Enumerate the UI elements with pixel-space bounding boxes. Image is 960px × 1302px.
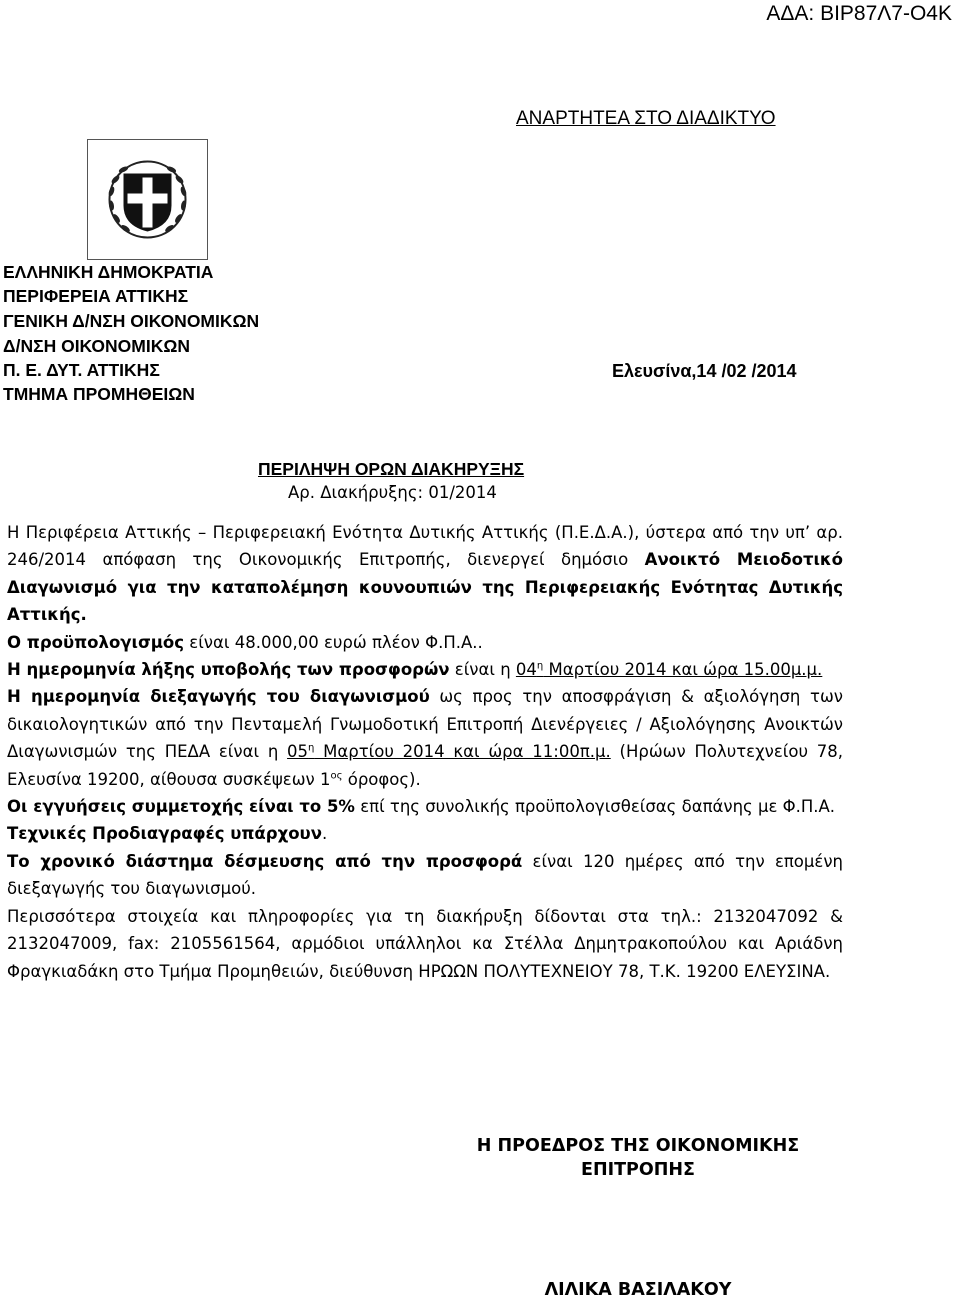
signature-committee: ΕΠΙΤΡΟΠΗΣ bbox=[581, 1160, 695, 1180]
intro-paragraph: Η Περιφέρεια Αττικής – Περιφερειακή Ενότητα Δυτικής Αττικής (Π.Ε.Δ.Α.), ύστερα από την υπ’ αρ. 246/2014 απόφαση της Οικονομικής Επιτροπής, διενεργεί δημόσιο Ανοικτό Μειοδοτικό Διαγωνισμό για την καταπολέμηση κουνουπιών της Περιφερειακής Ενότητας Δυτικής Αττικής. bbox=[7, 523, 843, 625]
document-title: ΠΕΡΙΛΗΨΗ ΟΡΩΝ ΔΙΑΚΗΡΥΞΗΣ bbox=[258, 459, 525, 479]
guarantee-paragraph: Οι εγγυήσεις συμμετοχής είναι το 5% επί της συνολικής προϋπολογισθείσας δαπάνης με Φ.Π.Α. bbox=[7, 797, 836, 817]
budget-paragraph: Ο προϋπολογισμός είναι 48.000,00 ευρώ πλέον Φ.Π.Α.. bbox=[7, 632, 483, 652]
declaration-number: Αρ. Διακήρυξης: 01/2014 bbox=[288, 483, 497, 502]
header-line: Π. Ε. ΔΥΤ. ΑΤΤΙΚΗΣ bbox=[3, 360, 160, 380]
info-paragraph: Περισσότερα στοιχεία και πληροφορίες για τη διακήρυξη δίδονται στα τηλ.: 2132047092 & 2132047009, fax: 2105561564, αρμόδιοι υπάλληλοι κα Στέλλα Δημητρακοπούλου και Αριάδνη Φραγκιαδάκη στο Τμήμα Προμηθειών, διεύθυνση ΗΡΩΩΝ ΠΟΛΥΤΕΧΝΕΙΟΥ 78, Τ.Κ. 19200 ΕΛΕΥΣΙΝΑ. bbox=[7, 906, 843, 981]
deadline-paragraph: Η ημερομηνία λήξης υποβολής των προσφορών είναι η $04^\eta$ Μαρτίου 2014 και ώρα 15.00μ.μ. bbox=[7, 660, 823, 680]
header-line: Δ/ΝΣΗ ΟΙΚΟΝΟΜΙΚΩΝ bbox=[3, 336, 190, 356]
greek-emblem-icon bbox=[87, 139, 208, 260]
ada-code: ΑΔΑ: ΒΙΡ87Λ7-Ο4Κ bbox=[766, 2, 952, 25]
header-line: ΤΜΗΜΑ ΠΡΟΜΗΘΕΙΩΝ bbox=[3, 384, 195, 404]
signature-name: ΛΙΛΙΚΑ ΒΑΣΙΛΑΚΟΥ bbox=[544, 1280, 732, 1300]
date-line: Ελευσίνα,14 /02 /2014 bbox=[612, 361, 797, 381]
document-body bbox=[7, 519, 843, 985]
header-line: ΓΕΝΙΚΗ Δ/ΝΣΗ ΟΙΚΟΝΟΜΙΚΩΝ bbox=[3, 311, 260, 331]
header-line: ΕΛΛΗΝΙΚΗ ΔΗΜΟΚΡΑΤΙΑ bbox=[3, 262, 214, 282]
header-line: ΠΕΡΙΦΕΡΕΙΑ ΑΤΤΙΚΗΣ bbox=[3, 286, 189, 306]
specs-paragraph: Τεχνικές Προδιαγραφές υπάρχουν. bbox=[7, 824, 328, 844]
conduct-paragraph: Η ημερομηνία διεξαγωγής του διαγωνισμού ως προς την αποσφράγιση & αξιολόγηση των δικαιολογητικών από την Πενταμελή Γνωμοδοτική Επιτροπή Διενέργειες / Αξιολόγησης Ανοικτών Διαγωνισμών της ΠΕΔΑ είναι η $05^\eta$ Μαρτίου 2014 και ώρα 11:00π.μ. (Ηρώων Πολυτεχνείου 78, Ελευσίνα 19200, αίθουσα συσκέψεων $1^{o\varsigma}$ όροφος). bbox=[7, 687, 843, 789]
signature-title: Η ΠΡΟΕΔΡΟΣ ΤΗΣ ΟΙΚΟΝΟΜΙΚΗΣ bbox=[476, 1136, 800, 1156]
validity-paragraph: Το χρονικό διάστημα δέσμευσης από την προσφορά είναι 120 ημέρες από την επομένη διεξαγωγής του διαγωνισμού. bbox=[7, 851, 843, 899]
posted-online-label: ΑΝΑΡΤΗΤΕΑ ΣΤΟ ΔΙΑΔΙΚΤΥΟ bbox=[516, 108, 776, 129]
